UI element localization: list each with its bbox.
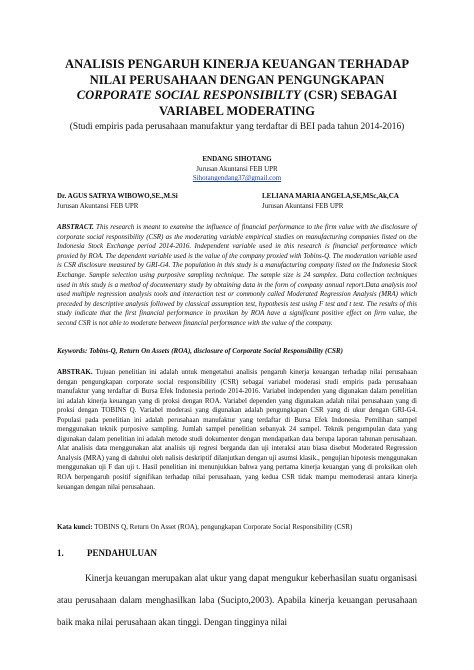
keywords-indonesian-text: TOBINS Q, Return On Asset (ROA), pengungkapan Corporate Social Responsibility (CSR)	[92, 523, 353, 531]
co-author-left-name: Dr. AGUS SATRYA WIBOWO,SE.,M.Si	[57, 192, 178, 200]
main-author-affiliation: Jurusan Akuntansi FEB UPR	[196, 164, 278, 173]
title-line-3-rest: (CSR) SEBAGAI	[300, 88, 398, 102]
title-line-2: NILAI PERUSAHAAN DENGAN PENGUNGKAPAN	[89, 72, 385, 87]
paper-title	[40, 57, 434, 119]
section-title: PENDAHULUAN	[87, 548, 158, 558]
section-number: 1.	[57, 548, 64, 558]
body-paragraph: Kinerja keuangan merupakan alat ukur yang dapat mengukur keberhasilan suatu organisasi atau perusahaan dalam menghasilkan laba (Sucipto,2003). Apabila kinerja keuangan perusahaan baik maka nilai perusahaan akan tinggi. Dengan tingginya nilai	[57, 573, 417, 627]
abstract-indonesian	[57, 368, 417, 492]
main-author-name: ENDANG SIHOTANG	[202, 155, 272, 163]
abstract-english	[57, 223, 417, 329]
title-line-1: ANALISIS PENGARUH KINERJA KEUANGAN TERHADAP	[64, 57, 410, 71]
abstract-english-text: This research is meant to examine the influence of financial performance to the firm value with the disclosure of corporate social responsibility (CSR) as the moderating variable empirical studies on manufacturing companies listed on the Indonesia Stock Exchange period 2014-2016. Independent variable used in this research is financial performance which proxied by ROA. The dependent variable used is the value of the company proxied with Tobins-Q. The moderation variable used is CSR disclosure measured by GRI-G4. The population in this study is a manufacturing company listed on the Indonesia Stock Exchange. Sample selection using purposive sampling technique. The sample size is 24 samplex. Data collection techniques used in this study is a method of documentary study by obtaining data in the form of company annual report.Data analysis tool used multiple regression analysis tools and interaction test or commonly called Moderated Regression Analysis (MRA) which preceded by descriptive analysis followed by classical assumption test, hypothesis test using F test and t test. The results of this study indicate that the first financial performance in proxikan by ROA have a significant positive effect on firm value, the second CSR is not able to moderate between financial performance with the value of the company.	[57, 223, 417, 327]
paper-subtitle: (Studi empiris pada perusahaan manufaktur yang terdaftar di BEI pada tahun 2014-2016)	[69, 122, 405, 132]
keywords-indonesian	[57, 523, 417, 533]
abstract-indonesian-lead: ABSTRAK.	[57, 368, 93, 376]
co-author-left-block	[57, 192, 178, 211]
section-heading	[57, 548, 157, 558]
title-line-3-italic: CORPORATE SOCIAL RESPONSIBILTY	[76, 88, 301, 102]
co-author-right-affiliation: Jurusan Akuntansi FEB UPR	[262, 201, 344, 210]
co-author-left-affiliation: Jurusan Akuntansi FEB UPR	[57, 201, 139, 210]
title-line-4: VARIABEL MODERATING	[159, 103, 315, 118]
abstract-indonesian-text: Tujuan penelitian ini adalah untuk mengetahui analisis pengaruh kinerja keuangan terhadap nilai perusahaan dengan pengungkapan corporate social responsibility (CSR) sebagai variabel moderasi studi empiris pada perusahaan manufaktur yang terdaftar di Bursa Efek Indonesia periode 2014-2016. Variabel independen yang digunakan dalam penelitian ini adalah kinerja keuangan yang di proksi dengan ROA. Variabel dependen yang digunakan adalah nilai perusahaan yang di proksi dengan TOBINS Q. Variabel moderasi yang digunakan adalah pengungkapan CSR yang di ukur dengan GRI-G4. Populasi pada penelitian ini adalah perusahaan manufaktur yang terdaftar di Bursa Efek Indonesia. Pemilihan sampel menggunakan teknik purposive sampling. Jumlah sampel penelitian sebanyak 24 sampel. Teknik pengumpulan data yang digunakan dalam penelitian ini adalah metode studi dokumenter dengan mendapatkan data berupa laporan tahunan perusahaan. Alat analisis data menggunakan alat analisis uji regresi berganda dan uji interaksi atau biasa disebut Moderated Regression Analysis (MRA) yang di dahului oleh nalisis deskriptif dilanjutkan dengan uji asumsi klasik., pengujian hipotesis menggunakan menggunakan uji F dan uji t. Hasil penelitian ini menunjukkan bahwa yang pertama kinerja keuangan yang di proksikan oleh ROA berpengaruh positif signifikan terhadap nilai perusahaan, yang kedua CSR tidak mampu memoderasi antara kinerja keuangan dengan nilai perusahaan.	[57, 368, 417, 491]
co-author-right-block	[262, 192, 399, 211]
keywords-indonesian-lead: Kata kunci:	[57, 523, 93, 531]
main-author-email-link[interactable]: Sihotangendang37@gmail.com	[192, 174, 282, 183]
co-author-right-name: LELIANA MARIA ANGELA,SE,MSc,Ak,CA	[262, 192, 399, 200]
main-author-block	[0, 155, 474, 184]
abstract-english-lead: ABSTRACT.	[57, 223, 94, 231]
keywords-english: Keywords: Tobins-Q, Return On Assets (ROA), disclosure of Corporate Social Responsibility (CSR)	[57, 347, 343, 355]
